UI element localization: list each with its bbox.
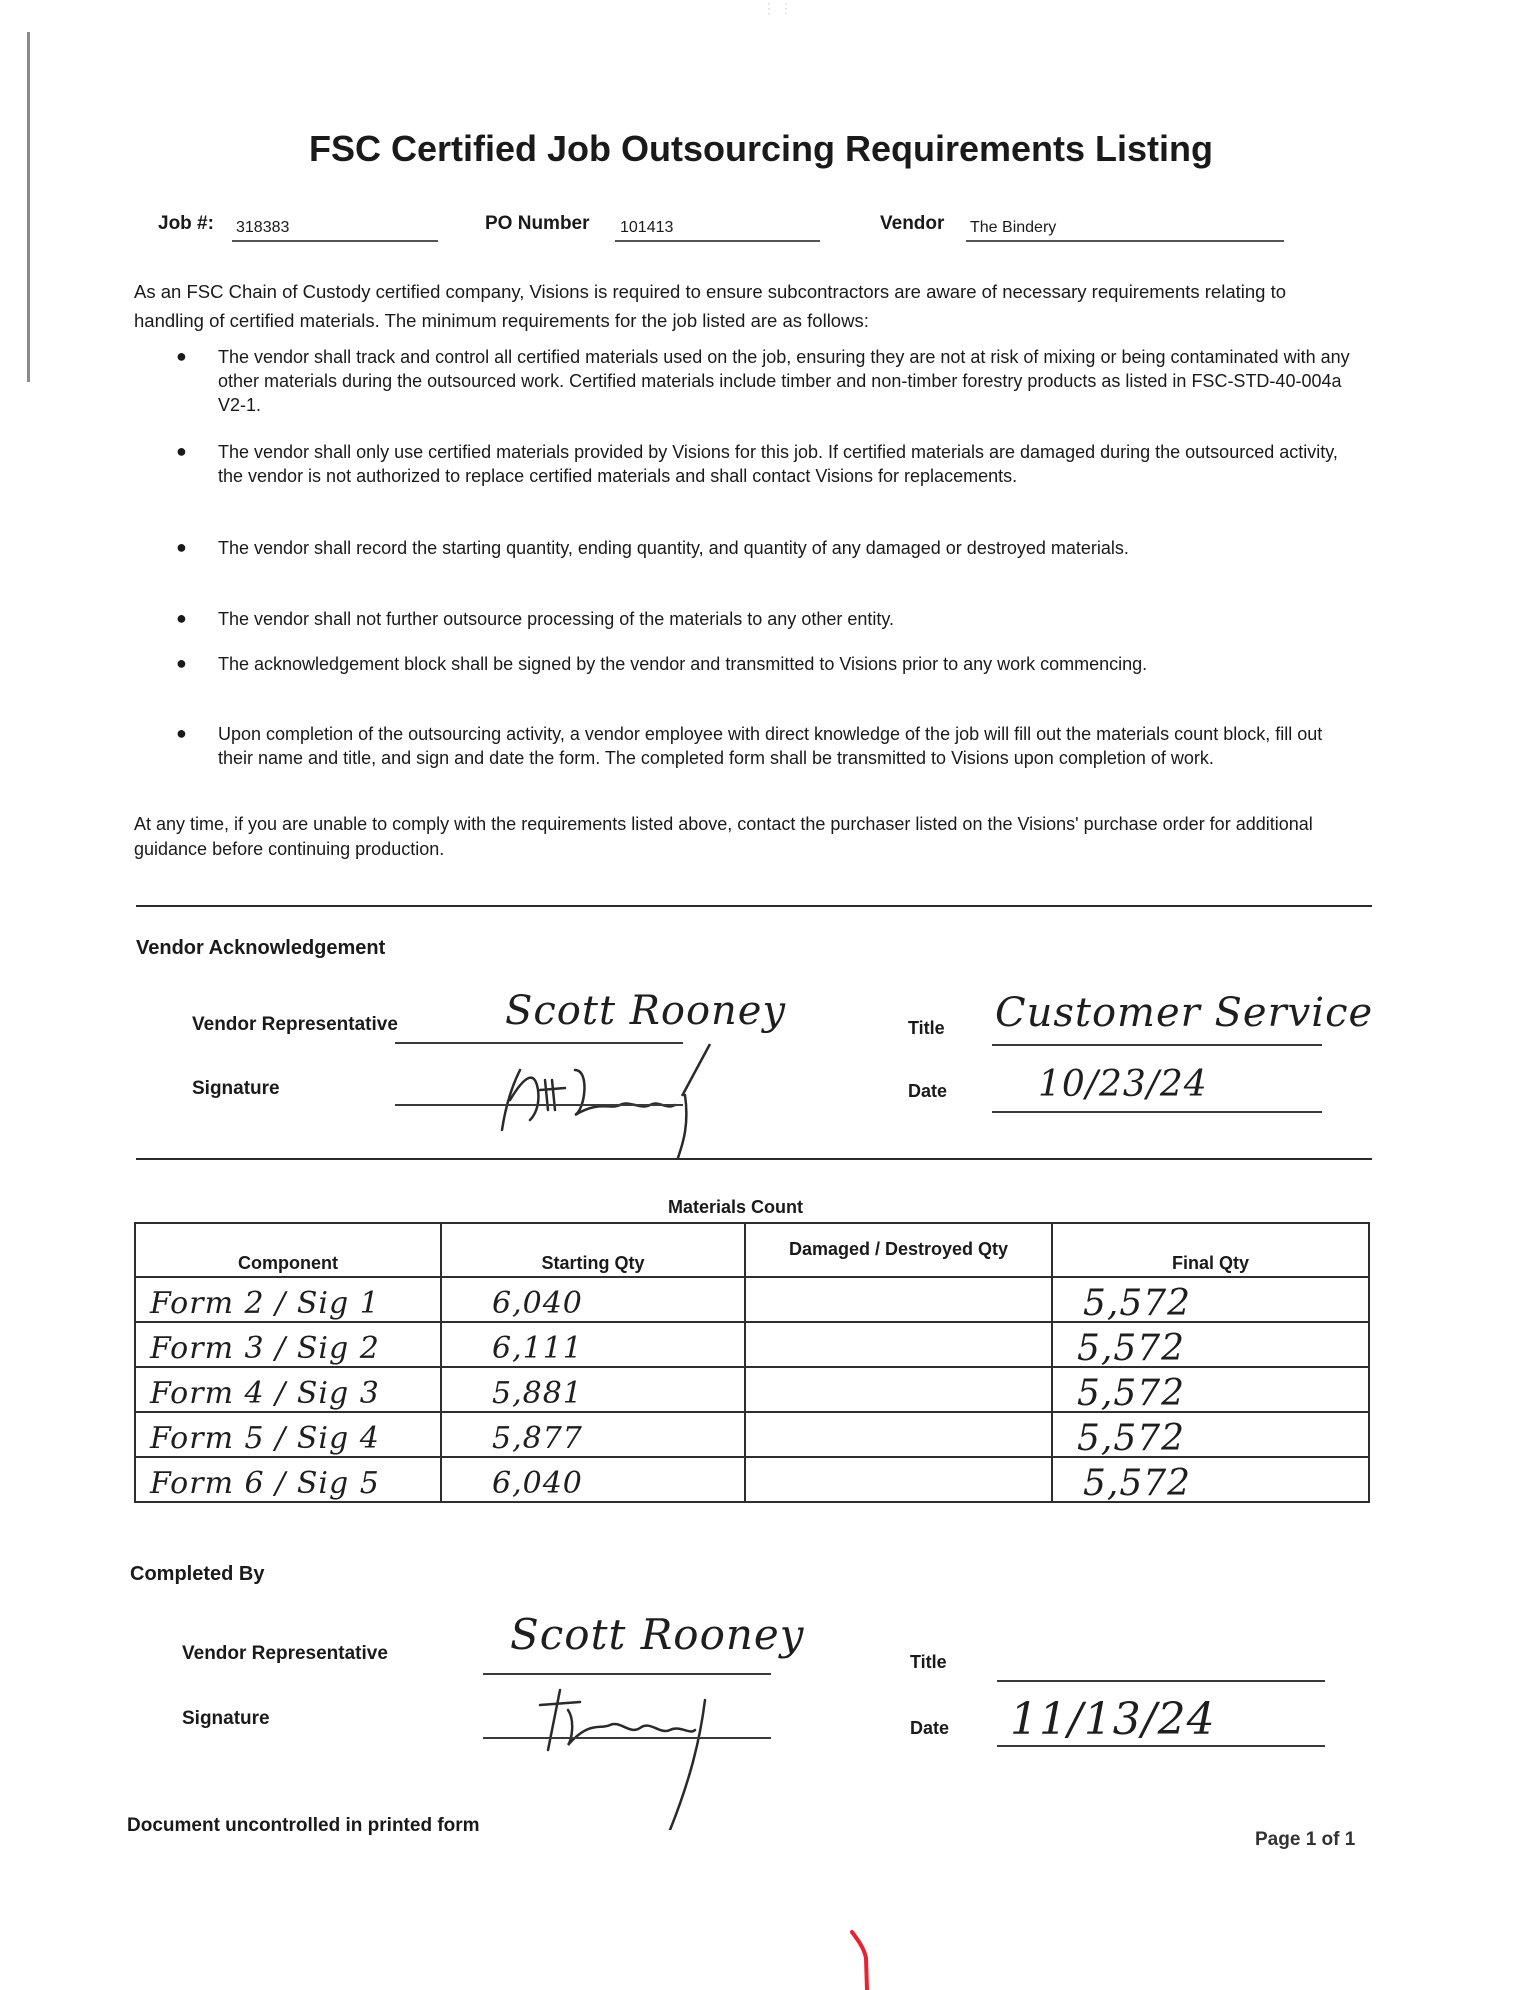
job-number-value: 318383: [236, 219, 290, 236]
completed-rep-field-line: [483, 1673, 771, 1675]
requirement-item: The vendor shall only use certified materials provided by Visions for this job. If certified materials are damaged during the outsourced activity, the vendor is not authorized to replace certified materials and shall contact Visions for replacements.: [218, 442, 1338, 486]
column-header-damaged-qty: Damaged / Destroyed Qty: [745, 1223, 1052, 1277]
completed-date-value: 11/13/24: [1010, 1694, 1216, 1745]
bullet-icon: ●: [176, 653, 187, 673]
table-row: [135, 1457, 1369, 1502]
scan-artifact: ⋮⋮: [762, 0, 796, 16]
requirement-item: The vendor shall record the starting quantity, ending quantity, and quantity of any damaged or destroyed materials.: [218, 538, 1129, 558]
final-qty-cell: 5,572: [1077, 1328, 1186, 1369]
ack-title-label: Title: [908, 1018, 945, 1038]
bullet-icon: ●: [176, 723, 187, 743]
po-number-label: PO Number: [485, 213, 590, 234]
bullet-icon: ●: [176, 537, 187, 557]
table-row: [135, 1277, 1369, 1322]
component-cell: Form 6 / Sig 5: [150, 1466, 380, 1501]
ack-date-field-line: [992, 1111, 1322, 1113]
section-divider: [136, 905, 1372, 907]
final-qty-cell: 5,572: [1077, 1373, 1186, 1414]
component-cell: Form 2 / Sig 1: [150, 1286, 380, 1321]
ack-rep-name: Scott Rooney: [505, 988, 787, 1034]
vendor-field-line: [966, 240, 1284, 242]
component-cell: Form 5 / Sig 4: [150, 1421, 380, 1456]
completed-date-label: Date: [910, 1718, 950, 1738]
final-qty-cell: 5,572: [1077, 1418, 1186, 1459]
ack-signature-label: Signature: [192, 1078, 280, 1099]
ack-date-label: Date: [908, 1081, 948, 1101]
job-number-label: Job #:: [158, 213, 214, 234]
completed-signature-label: Signature: [182, 1708, 270, 1729]
intro-paragraph: As an FSC Chain of Custody certified company, Visions is required to ensure subcontractors are aware of necessary requirements relating to handling of certified materials. The minimum requirements for the job listed are as follows:: [134, 281, 1287, 331]
component-cell: Form 4 / Sig 3: [150, 1376, 380, 1411]
completed-title-field-line: [997, 1680, 1325, 1682]
requirement-item: The vendor shall not further outsource processing of the materials to any other entity.: [218, 609, 895, 629]
ack-date-value: 10/23/24: [1038, 1064, 1208, 1105]
ack-title-value: Customer Service: [995, 990, 1374, 1036]
requirement-item: The acknowledgement block shall be signed by the vendor and transmitted to Visions prior to any work commencing.: [218, 654, 1148, 674]
vendor-label: Vendor: [880, 213, 945, 234]
signature-stroke: [676, 1040, 716, 1100]
starting-qty-cell: 5,877: [492, 1421, 583, 1456]
ack-rep-field-line: [395, 1042, 683, 1044]
table-row: [135, 1412, 1369, 1457]
completed-rep-label: Vendor Representative: [182, 1643, 388, 1664]
document-control-note: Document uncontrolled in printed form: [127, 1815, 480, 1836]
final-qty-cell: 5,572: [1083, 1463, 1192, 1504]
completed-title-label: Title: [910, 1652, 947, 1672]
ack-signature-field-line: [395, 1104, 683, 1106]
document-title: FSC Certified Job Outsourcing Requirements Listing: [308, 128, 1214, 169]
closing-paragraph: At any time, if you are unable to comply with the requirements listed above, contact the purchaser listed on the Visions' purchase order for additional guidance before continuing production.: [134, 814, 1313, 859]
completed-date-field-line: [997, 1745, 1325, 1747]
po-number-field-line: [615, 240, 820, 242]
column-header-starting-qty: Starting Qty: [441, 1223, 745, 1277]
ack-title-field-line: [992, 1044, 1322, 1046]
final-qty-cell: 5,572: [1083, 1283, 1192, 1324]
materials-count-table: [134, 1222, 1370, 1503]
completed-signature-image: [520, 1680, 780, 1830]
red-annotation-mark: [848, 1928, 878, 1990]
requirement-item: Upon completion of the outsourcing activity, a vendor employee with direct knowledge of the job will fill out the materials count block, fill out their name and title, and sign and date the form. The completed form shall be transmitted to Visions upon completion of work.: [218, 724, 1323, 768]
bullet-icon: ●: [176, 346, 187, 366]
starting-qty-cell: 6,040: [492, 1466, 583, 1501]
materials-count-heading: Materials Count: [668, 1197, 804, 1217]
ack-rep-label: Vendor Representative: [192, 1014, 398, 1035]
requirement-item: The vendor shall track and control all certified materials used on the job, ensuring they are not at risk of mixing or being contaminated with any other materials during the outsourced work. Certified materials include timber and non-timber forestry products as listed in FSC-STD-40-004a V2-1.: [218, 347, 1350, 415]
component-cell: Form 3 / Sig 2: [150, 1331, 380, 1366]
table-row: [135, 1322, 1369, 1367]
bullet-icon: ●: [176, 441, 187, 461]
po-number-value: 101413: [620, 219, 674, 236]
starting-qty-cell: 6,040: [492, 1286, 583, 1321]
table-row: [135, 1367, 1369, 1412]
bullet-icon: ●: [176, 608, 187, 628]
scan-edge-line: [27, 32, 30, 382]
page-indicator: Page 1 of 1: [1255, 1829, 1356, 1850]
completed-rep-name: Scott Rooney: [510, 1610, 805, 1659]
table-header-row: [135, 1223, 1369, 1277]
vendor-value: The Bindery: [970, 219, 1057, 236]
job-number-field-line: [232, 240, 438, 242]
section-divider: [136, 1158, 1372, 1160]
acknowledgement-heading: Vendor Acknowledgement: [136, 937, 386, 959]
column-header-final-qty: Final Qty: [1052, 1223, 1369, 1277]
starting-qty-cell: 5,881: [492, 1376, 583, 1411]
starting-qty-cell: 6,111: [492, 1331, 583, 1366]
completed-signature-field-line: [483, 1737, 771, 1739]
completed-by-heading: Completed By: [130, 1563, 265, 1585]
column-header-component: Component: [135, 1223, 441, 1277]
